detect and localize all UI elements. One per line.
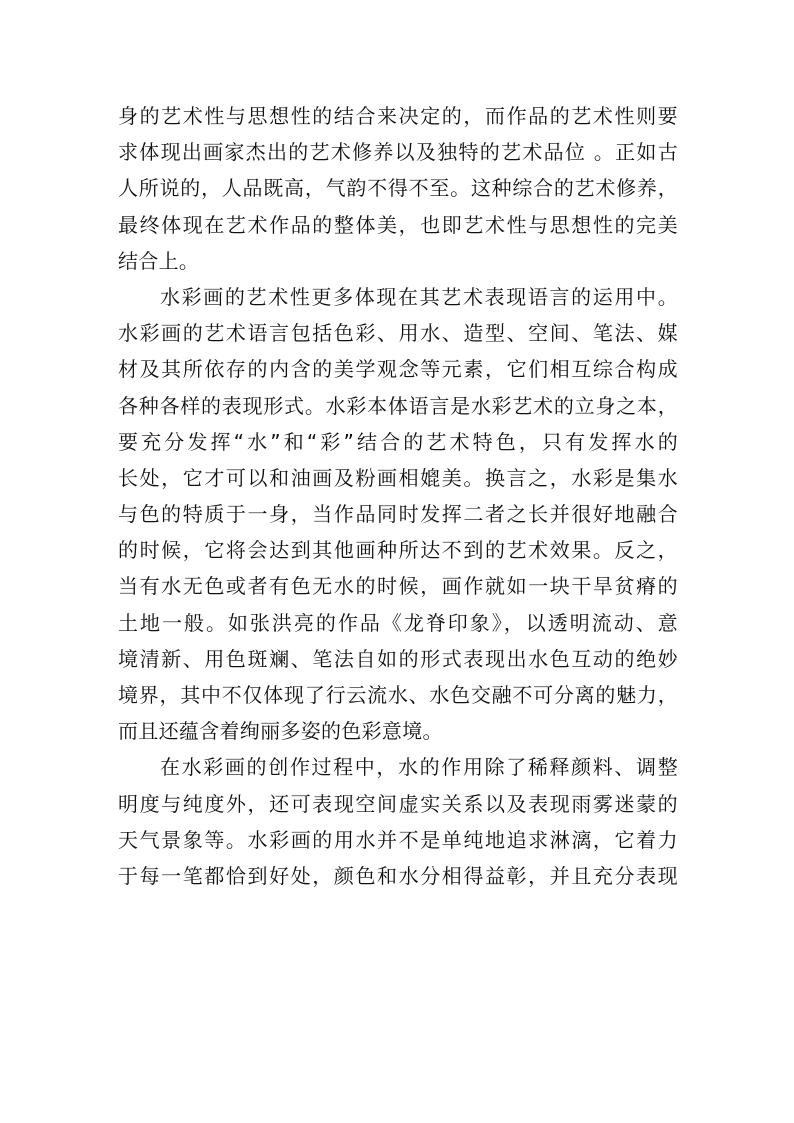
text-line: 最终体现在艺术作品的整体美，也即艺术性与思想性的完美 xyxy=(118,212,678,237)
text-line: 材及其所依存的内含的美学观念等元素，它们相互综合构成 xyxy=(118,357,678,382)
text-line: 境界，其中不仅体现了行云流水、水色交融不可分离的魅力， xyxy=(118,683,678,707)
text-line: 求体现出画家杰出的艺术修养以及独特的艺术品位 。正如古 xyxy=(118,140,678,165)
text-line: 明度与纯度外，还可表现空间虚实关系以及表现雨雾迷蒙的 xyxy=(118,791,678,816)
paragraph-end-line: 结合上。 xyxy=(118,248,200,273)
text-line: 与色的特质于一身，当作品同时发挥二者之长并很好地融合 xyxy=(118,502,678,527)
text-line: 当有水无色或者有色无水的时候，画作就如一块干旱贫瘠的 xyxy=(118,574,678,599)
paragraph-end-line: 而且还蕴含着绚丽多姿的色彩意境。 xyxy=(118,719,443,744)
body-text xyxy=(118,98,678,894)
text-line: 要充分发挥“水”和“彩”结合的艺术特色，只有发挥水的 xyxy=(118,429,678,454)
paragraph-first-line: 水彩画的艺术性更多体现在其艺术表现语言的运用中。 xyxy=(160,284,678,309)
text-line: 境清新、用色斑斓、笔法自如的形式表现出水色互动的绝妙 xyxy=(118,646,678,671)
text-line: 身的艺术性与思想性的结合来决定的，而作品的艺术性则要 xyxy=(118,104,678,128)
paragraph-first-line: 在水彩画的创作过程中，水的作用除了稀释颜料、调整 xyxy=(160,755,678,780)
text-line: 长处，它才可以和油画及粉画相媲美。换言之，水彩是集水 xyxy=(118,465,678,490)
text-line: 各种各样的表现形式。水彩本体语言是水彩艺术的立身之本， xyxy=(118,393,678,418)
text-line: 于每一笔都恰到好处，颜色和水分相得益彰，并且充分表现 xyxy=(118,863,678,888)
text-line: 天气景象等。水彩画的用水并不是单纯地追求淋漓，它着力 xyxy=(118,827,678,852)
text-line: 水彩画的艺术语言包括色彩、用水、造型、空间、笔法、媒 xyxy=(118,321,678,346)
text-line: 土地一般。如张洪亮的作品《龙脊印象》，以透明流动、意 xyxy=(118,610,678,635)
text-line: 的时候，它将会达到其他画种所达不到的艺术效果。反之， xyxy=(118,538,678,563)
text-line: 人所说的，人品既高，气韵不得不至。这种综合的艺术修养， xyxy=(118,176,678,201)
